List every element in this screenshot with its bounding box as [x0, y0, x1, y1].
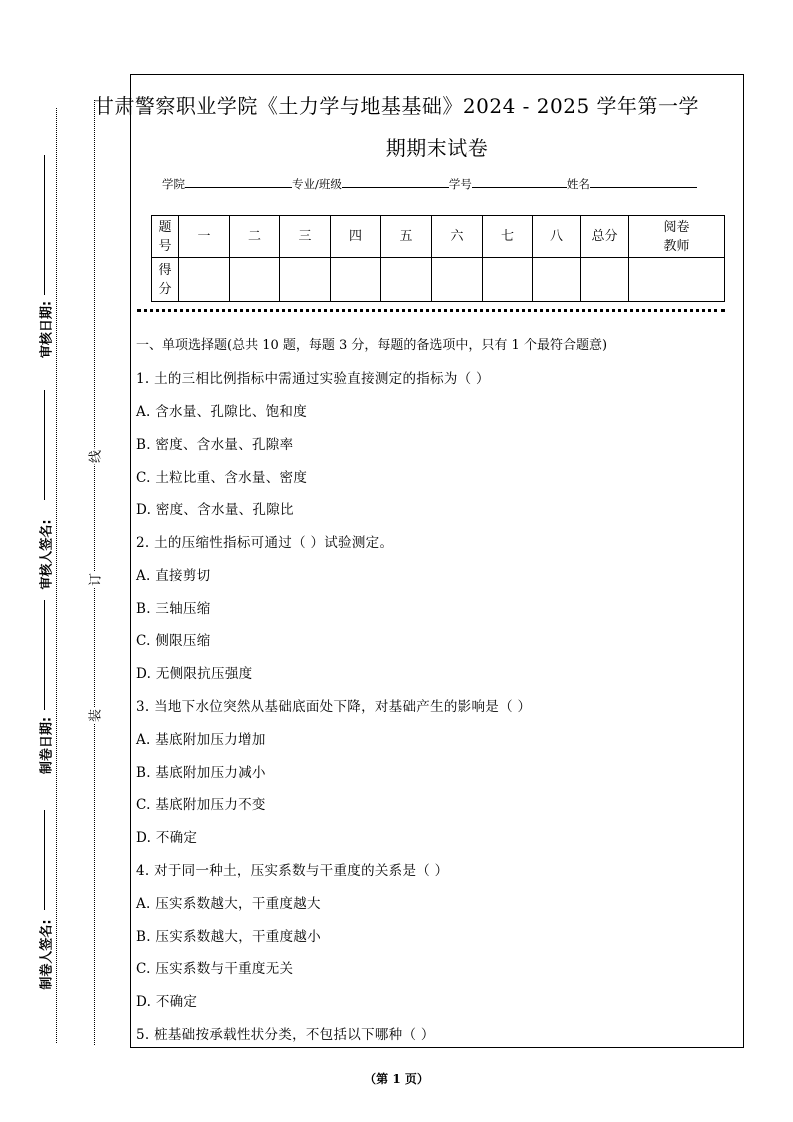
make-date-underline [44, 600, 45, 710]
score-cell[interactable] [179, 258, 230, 302]
name-field[interactable] [590, 174, 697, 188]
question-stem: 3. 当地下水位突然从基础底面处下降，对基础产生的影响是（ ） [136, 699, 532, 715]
option-item: D. 无侧限抗压强度 [136, 666, 253, 682]
option-item: C. 压实系数与干重度无关 [136, 961, 294, 977]
dotted-separator [137, 309, 725, 312]
score-row-head: 题 号 [152, 216, 179, 258]
score-cell[interactable] [331, 258, 381, 302]
maker-sign-label: 制卷人签名: [39, 919, 55, 990]
question-stem: 2. 土的压缩性指标可通过（ ）试验测定。 [136, 535, 394, 551]
college-label: 学院 [162, 177, 185, 191]
option-item: B. 压实系数越大，干重度越小 [136, 929, 322, 945]
college-field[interactable] [185, 174, 292, 188]
binding-dotted-line-outer [56, 108, 57, 1043]
option-item: B. 基底附加压力减小 [136, 765, 266, 781]
section-header-cell: 八 [533, 216, 581, 258]
section-header-cell: 四 [331, 216, 381, 258]
score-cell[interactable] [381, 258, 432, 302]
option-item: D. 不确定 [136, 994, 198, 1010]
option-item: A. 直接剪切 [136, 568, 211, 584]
exam-title-line2: 期期末试卷 [385, 136, 489, 160]
section-heading: 一、单项选择题(总共 10 题，每题 3 分，每题的备选项中，只有 1 个最符合题意) [136, 338, 608, 353]
make-date-label: 制卷日期: [39, 716, 55, 775]
score-table [151, 215, 725, 302]
student-info-row [162, 174, 697, 192]
review-date-label: 审核日期: [39, 300, 55, 359]
score-cell[interactable] [432, 258, 483, 302]
score-cell[interactable] [533, 258, 581, 302]
score-cell[interactable] [230, 258, 280, 302]
section-header-cell: 六 [432, 216, 483, 258]
total-header-cell: 总分 [581, 216, 629, 258]
reviewer-sign-underline [44, 390, 45, 500]
score-cell[interactable] [280, 258, 331, 302]
section-header-cell: 七 [483, 216, 533, 258]
question-stem: 4. 对于同一种土，压实系数与干重度的关系是（ ） [136, 863, 449, 879]
option-item: C. 土粒比重、含水量、密度 [136, 470, 308, 486]
score-row-head: 得 分 [152, 258, 179, 302]
option-item: A. 基底附加压力增加 [136, 732, 266, 748]
binding-bind-char: 订 [85, 572, 104, 588]
grader-cell[interactable] [629, 258, 725, 302]
total-score-cell[interactable] [581, 258, 629, 302]
major-label: 专业/班级 [292, 177, 342, 191]
option-item: B. 密度、含水量、孔隙率 [136, 437, 294, 453]
maker-sign-underline [44, 810, 45, 910]
option-item: D. 密度、含水量、孔隙比 [136, 502, 294, 518]
grader-header-cell: 阅卷 教师 [629, 216, 725, 258]
exam-title-line1: 甘肃警察职业学院《土力学与地基基础》2024 - 2025 学年第一学 [93, 94, 700, 118]
question-stem: 5. 桩基础按承载性状分类，不包括以下哪种（ ） [136, 1027, 435, 1043]
name-label: 姓名 [566, 177, 590, 191]
option-item: B. 三轴压缩 [136, 601, 211, 617]
section-header-cell: 二 [230, 216, 280, 258]
option-item: A. 含水量、孔隙比、饱和度 [136, 404, 308, 420]
section-header-cell: 一 [179, 216, 230, 258]
option-item: C. 侧限压缩 [136, 633, 211, 649]
score-cell[interactable] [483, 258, 533, 302]
page-number: （第 1 页） [364, 1072, 429, 1086]
binding-fix-char: 装 [85, 708, 104, 724]
question-stem: 1. 土的三相比例指标中需通过实验直接测定的指标为（ ） [136, 371, 490, 387]
student-id-field[interactable] [472, 174, 567, 188]
section-header-cell: 三 [280, 216, 331, 258]
option-item: A. 压实系数越大，干重度越大 [136, 896, 321, 912]
binding-line-char: 线 [85, 449, 104, 465]
student-id-label: 学号 [448, 177, 472, 191]
major-field[interactable] [342, 174, 449, 188]
section-header-cell: 五 [381, 216, 432, 258]
option-item: D. 不确定 [136, 830, 198, 846]
reviewer-sign-label: 审核人签名: [39, 519, 55, 590]
option-item: C. 基底附加压力不变 [136, 797, 266, 813]
review-date-underline [44, 155, 45, 295]
